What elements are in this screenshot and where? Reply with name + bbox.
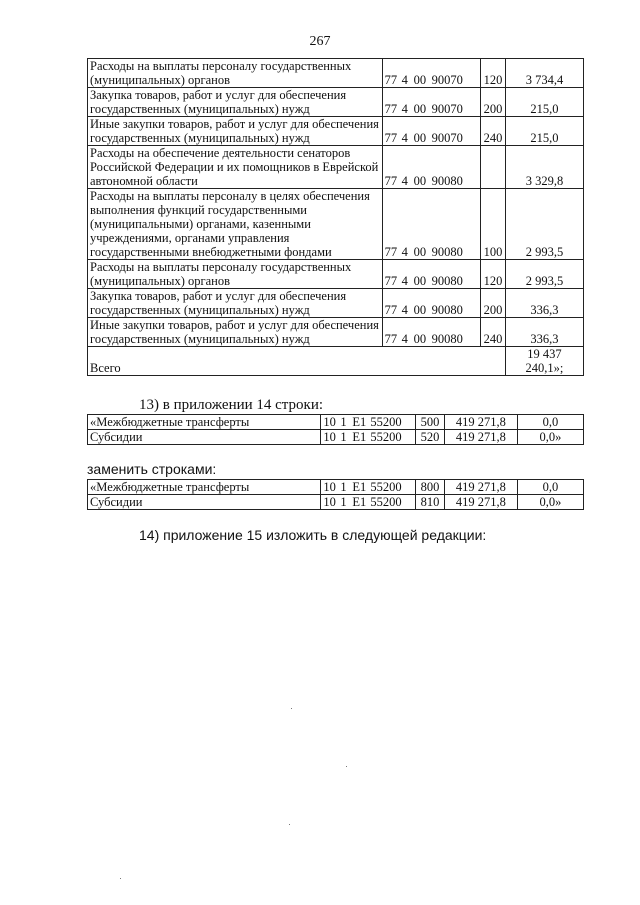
- target-code-cell: [382, 88, 480, 117]
- total-label: Всего: [88, 347, 506, 376]
- code-part: 10: [323, 415, 336, 429]
- paragraph-replace: заменить строками:: [87, 461, 217, 477]
- row-sum-1: 419 271,8: [444, 495, 517, 510]
- row-name: Субсидии: [88, 430, 321, 445]
- row-sum: 3 329,8: [505, 146, 583, 189]
- code-part: 77: [384, 303, 398, 317]
- code-part: 77: [384, 332, 398, 346]
- code-part: 90080: [431, 274, 463, 288]
- total-row: [88, 347, 584, 376]
- target-code-cell: [321, 415, 416, 430]
- row-sum-2: 0,0»: [517, 495, 583, 510]
- expense-type-code: 120: [481, 260, 506, 289]
- new-rows-table: [87, 479, 584, 510]
- old-rows-table: [87, 414, 584, 445]
- expense-type-code: 240: [481, 117, 506, 146]
- code-part: 90080: [431, 332, 463, 346]
- code-part: 55200: [370, 480, 402, 494]
- code-part: 00: [413, 274, 427, 288]
- code-part: 90070: [431, 131, 463, 145]
- page-number: 267: [309, 34, 331, 49]
- row-sum: 336,3: [505, 318, 583, 347]
- code-part: 77: [384, 274, 398, 288]
- expense-type-code: 100: [481, 189, 506, 260]
- code-part: 4: [401, 102, 408, 116]
- code-part: 10: [323, 495, 336, 509]
- code-part: 00: [413, 303, 427, 317]
- code-part: 4: [401, 303, 408, 317]
- code-part: 90080: [431, 245, 463, 259]
- target-code-cell: [321, 495, 416, 510]
- table-row: [88, 318, 584, 347]
- table-row: [88, 289, 584, 318]
- row-sum: 3 734,4: [505, 59, 583, 88]
- row-name: Расходы на обеспечение деятельности сенаторов Российской Федерации и их помощников в Еврейской автономной области: [88, 146, 383, 189]
- row-sum: 336,3: [505, 289, 583, 318]
- code-part: 00: [413, 131, 427, 145]
- row-sum-2: 0,0: [517, 415, 583, 430]
- row-name: Расходы на выплаты персоналу государственных (муниципальных) органов: [88, 260, 383, 289]
- expense-type-code: 800: [416, 480, 445, 495]
- code-part: 00: [413, 174, 427, 188]
- code-part: 77: [384, 73, 398, 87]
- code-part: 00: [413, 73, 427, 87]
- target-code-cell: [382, 260, 480, 289]
- table-row: [88, 189, 584, 260]
- expense-type-code: 810: [416, 495, 445, 510]
- code-part: 1: [340, 480, 347, 494]
- expense-type-code: 240: [481, 318, 506, 347]
- row-name: «Межбюджетные трансферты: [88, 415, 321, 430]
- table-row: [88, 480, 584, 495]
- code-part: E1: [352, 430, 367, 444]
- code-part: 4: [401, 274, 408, 288]
- code-part: 4: [401, 131, 408, 145]
- row-name: Иные закупки товаров, работ и услуг для обеспечения государственных (муниципальных) нужд: [88, 117, 383, 146]
- code-part: 10: [323, 430, 336, 444]
- target-code-cell: [382, 117, 480, 146]
- scan-speck: [291, 708, 292, 709]
- code-part: 90070: [431, 102, 463, 116]
- table-row: [88, 88, 584, 117]
- code-part: 77: [384, 245, 398, 259]
- code-part: 77: [384, 174, 398, 188]
- row-sum-1: 419 271,8: [444, 430, 517, 445]
- code-part: E1: [352, 495, 367, 509]
- target-code-cell: [382, 289, 480, 318]
- code-part: 90080: [431, 303, 463, 317]
- row-sum: 215,0: [505, 117, 583, 146]
- expense-type-code: 500: [416, 415, 445, 430]
- row-sum-2: 0,0: [517, 480, 583, 495]
- row-sum-2: 0,0»: [517, 430, 583, 445]
- target-code-cell: [321, 430, 416, 445]
- row-name: «Межбюджетные трансферты: [88, 480, 321, 495]
- code-part: 55200: [370, 415, 402, 429]
- table-row: [88, 495, 584, 510]
- code-part: 10: [323, 480, 336, 494]
- scan-speck: [289, 824, 290, 825]
- code-part: 77: [384, 131, 398, 145]
- target-code-cell: [382, 146, 480, 189]
- target-code-cell: [382, 59, 480, 88]
- row-sum: 2 993,5: [505, 260, 583, 289]
- expense-type-code: [481, 146, 506, 189]
- code-part: E1: [352, 480, 367, 494]
- scan-speck: [346, 766, 347, 767]
- row-sum-1: 419 271,8: [444, 415, 517, 430]
- expense-type-code: 200: [481, 289, 506, 318]
- paragraph-13: 13) в приложении 14 строки:: [139, 397, 324, 413]
- row-name: Иные закупки товаров, работ и услуг для обеспечения государственных (муниципальных) нужд: [88, 318, 383, 347]
- code-part: 90080: [431, 174, 463, 188]
- table-row: [88, 430, 584, 445]
- code-part: 55200: [370, 430, 402, 444]
- code-part: 90070: [431, 73, 463, 87]
- code-part: 1: [340, 495, 347, 509]
- row-sum: 2 993,5: [505, 189, 583, 260]
- table-row: [88, 117, 584, 146]
- code-part: E1: [352, 415, 367, 429]
- row-name: Субсидии: [88, 495, 321, 510]
- table-row: [88, 59, 584, 88]
- expense-type-code: 200: [481, 88, 506, 117]
- target-code-cell: [321, 480, 416, 495]
- row-name: Закупка товаров, работ и услуг для обеспечения государственных (муниципальных) нужд: [88, 289, 383, 318]
- code-part: 00: [413, 245, 427, 259]
- row-sum: 215,0: [505, 88, 583, 117]
- expense-type-code: 520: [416, 430, 445, 445]
- expense-type-code: 120: [481, 59, 506, 88]
- code-part: 1: [340, 430, 347, 444]
- row-name: Расходы на выплаты персоналу государственных (муниципальных) органов: [88, 59, 383, 88]
- paragraph-14: 14) приложение 15 изложить в следующей редакции:: [139, 527, 487, 543]
- scan-speck: [120, 878, 121, 879]
- total-sum: 19 437 240,1»;: [505, 347, 583, 376]
- code-part: 00: [413, 102, 427, 116]
- target-code-cell: [382, 318, 480, 347]
- code-part: 4: [401, 174, 408, 188]
- target-code-cell: [382, 189, 480, 260]
- table-row: [88, 415, 584, 430]
- row-sum-1: 419 271,8: [444, 480, 517, 495]
- code-part: 4: [401, 245, 408, 259]
- code-part: 55200: [370, 495, 402, 509]
- code-part: 77: [384, 102, 398, 116]
- code-part: 00: [413, 332, 427, 346]
- row-name: Расходы на выплаты персоналу в целях обеспечения выполнения функций государственными (муниципальными) органами, казенными учреждениями, органами управления государственными внебюджетными фондами: [88, 189, 383, 260]
- expenses-table: [87, 58, 584, 376]
- code-part: 1: [340, 415, 347, 429]
- table-row: [88, 260, 584, 289]
- code-part: 4: [401, 332, 408, 346]
- row-name: Закупка товаров, работ и услуг для обеспечения государственных (муниципальных) нужд: [88, 88, 383, 117]
- table-row: [88, 146, 584, 189]
- code-part: 4: [401, 73, 408, 87]
